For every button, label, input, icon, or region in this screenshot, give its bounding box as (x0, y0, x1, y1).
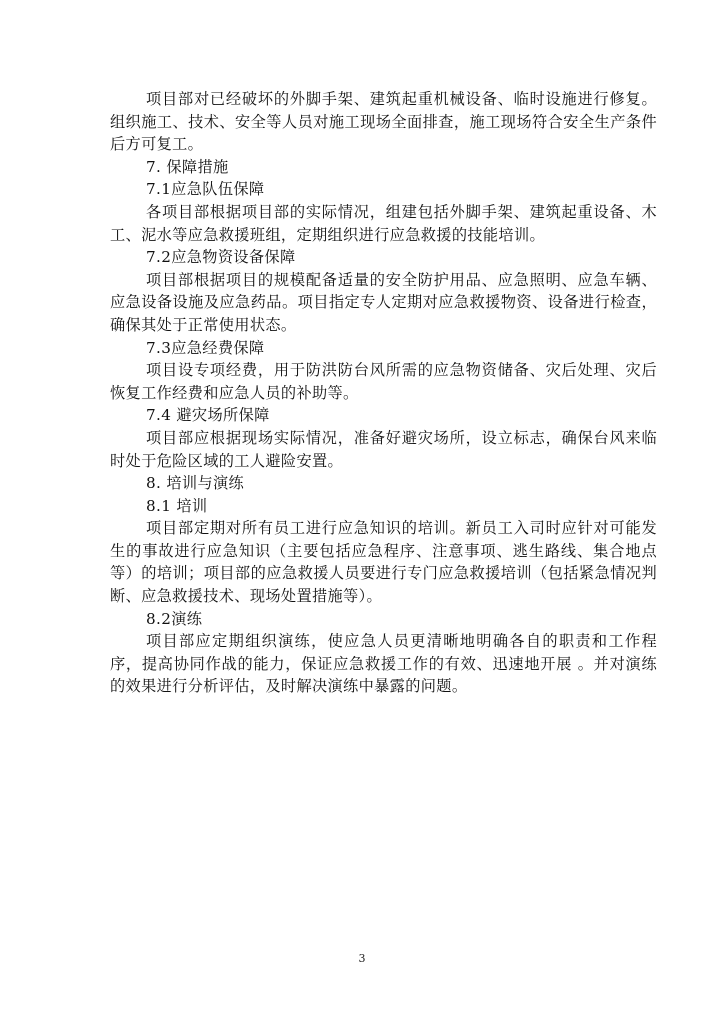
heading-7-safeguards: 7. 保障措施 (146, 157, 229, 176)
paragraph-team: 各项目部根据项目部的实际情况，组建包括外脚手架、建筑起重设备、木工、泥水等应急救援班组，定期组织进行应急救援的技能培训。 (110, 202, 657, 244)
document-body (110, 88, 657, 698)
heading-7-2-materials: 7.2应急物资设备保障 (146, 248, 296, 267)
paragraph-funding: 项目设专项经费，用于防洪防台风所需的应急物资储备、灾后处理、灾后恢复工作经费和应急人员的补助等。 (110, 361, 657, 402)
heading-8-training-drills: 8. 培训与演练 (146, 474, 245, 493)
paragraph-shelter: 项目部应根据现场实际情况，准备好避灾场所，设立标志，确保台风来临时处于危险区域的工人避险安置。 (110, 428, 657, 470)
heading-7-4-shelter: 7.4 避灾场所保障 (146, 406, 270, 425)
heading-7-3-funding: 7.3应急经费保障 (146, 338, 265, 357)
heading-7-1-team: 7.1应急队伍保障 (146, 180, 265, 199)
paragraph-training: 项目部定期对所有员工进行应急知识的培训。新员工入司时应针对可能发生的事故进行应急知识（主要包括应急程序、注意事项、逃生路线、集合地点等）的培训；项目部的应急救援人员要进行专门应急救援培训（包括紧急情况判断、应急救援技术、现场处置措施等）。 (110, 519, 657, 606)
page-number: 3 (358, 952, 366, 965)
paragraph-materials: 项目部根据项目的规模配备适量的安全防护用品、应急照明、应急车辆、应急设备设施及应急药品。项目指定专人定期对应急救援物资、设备进行检查，确保其处于正常使用状态。 (110, 270, 657, 334)
heading-8-1-training: 8.1 培训 (146, 496, 208, 515)
heading-8-2-drills: 8.2演练 (146, 609, 203, 628)
paragraph-repair-resume: 项目部对已经破坏的外脚手架、建筑起重机械设备、临时设施进行修复。组织施工、技术、安全等人员对施工现场全面排查，施工现场符合安全生产条件后方可复工。 (110, 90, 657, 154)
paragraph-drills: 项目部应定期组织演练，使应急人员更清晰地明确各自的职责和工作程序，提高协同作战的能力，保证应急救援工作的有效、迅速地开展 。并对演练的效果进行分析评估，及时解决演练中暴露的问题。 (110, 632, 657, 696)
